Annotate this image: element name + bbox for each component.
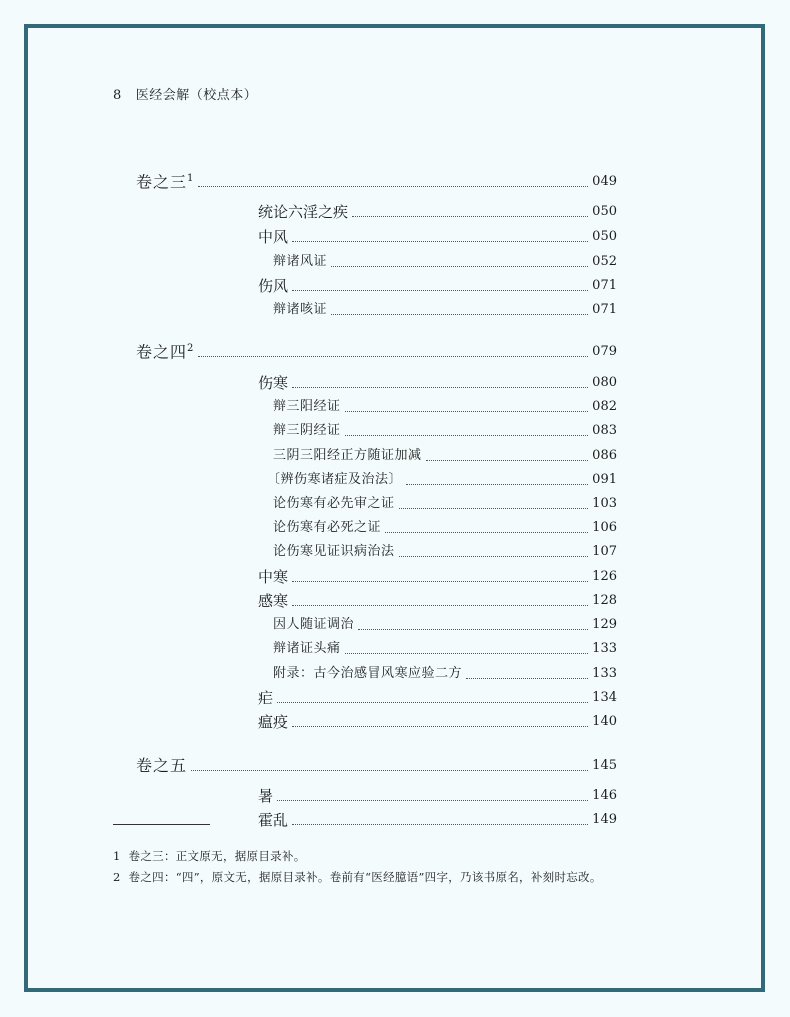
toc-page-number: 107 — [592, 544, 617, 559]
toc-page-number: 103 — [592, 496, 617, 511]
toc-label: 中风 — [258, 228, 289, 246]
leader-dots — [406, 484, 588, 485]
toc-label: 瘟疫 — [258, 713, 289, 731]
toc-page-number: 129 — [592, 617, 617, 632]
toc-label: 卷之四 — [136, 342, 188, 361]
toc-label: 辩三阳经证 — [273, 399, 341, 414]
leader-dots — [277, 702, 588, 703]
running-header — [113, 84, 257, 103]
toc-volume-entry[interactable] — [136, 172, 617, 192]
toc-page-number: 050 — [592, 204, 617, 219]
page-number: 8 — [113, 88, 122, 103]
toc-entry[interactable] — [258, 688, 617, 708]
toc-label: 论伤寒见证识病治法 — [273, 544, 395, 559]
toc-subentry[interactable] — [273, 494, 617, 514]
leader-dots — [466, 678, 588, 679]
leader-dots — [292, 726, 588, 727]
book-title: 医经会解（校点本） — [135, 88, 258, 103]
toc-page-number: 050 — [592, 229, 617, 244]
leader-dots — [331, 314, 588, 315]
toc-page-number: 052 — [592, 254, 617, 269]
leader-dots — [277, 800, 588, 801]
toc-label: 辩三阴经证 — [273, 423, 341, 438]
toc-subentry[interactable] — [273, 542, 617, 562]
leader-dots — [399, 556, 589, 557]
toc-entry[interactable] — [258, 373, 617, 393]
toc-page-number: 145 — [592, 758, 617, 773]
leader-dots — [191, 770, 588, 771]
toc-volume-entry[interactable] — [136, 756, 617, 776]
leader-dots — [331, 266, 588, 267]
leader-dots — [345, 653, 589, 654]
footnote-ref: 2 — [187, 342, 195, 354]
toc-label: 统论六淫之疾 — [258, 203, 349, 221]
toc-page-number: 071 — [592, 302, 617, 317]
leader-dots — [426, 460, 589, 461]
toc-page-number: 106 — [592, 520, 617, 535]
leader-dots — [292, 824, 588, 825]
leader-dots — [352, 216, 588, 217]
toc-label: 感寒 — [258, 592, 289, 610]
toc-subentry[interactable] — [273, 397, 617, 417]
footnote-number: 2 — [113, 870, 121, 884]
toc-page-number: 082 — [592, 399, 617, 414]
toc-label: 〔辨伤寒诸症及治法〕 — [267, 472, 403, 487]
toc-volume-entry[interactable] — [136, 342, 617, 362]
toc-label: 疟 — [258, 689, 274, 707]
footnote — [113, 869, 602, 885]
toc-page-number: 149 — [592, 812, 617, 827]
toc-page-number: 083 — [592, 423, 617, 438]
toc-page-number: 080 — [592, 375, 617, 390]
toc-page-number: 140 — [592, 714, 617, 729]
toc-label: 辩诸咳证 — [273, 302, 328, 317]
footnote-ref: 1 — [187, 172, 195, 184]
leader-dots — [198, 186, 588, 187]
toc-page-number: 091 — [592, 472, 617, 487]
toc-page-number: 146 — [592, 788, 617, 803]
toc-subentry[interactable] — [273, 421, 617, 441]
toc-page-number: 128 — [592, 593, 617, 608]
toc-label: 伤寒 — [258, 374, 289, 392]
toc-subentry[interactable] — [273, 300, 617, 320]
leader-dots — [292, 241, 588, 242]
leader-dots — [292, 605, 588, 606]
toc-subentry[interactable] — [273, 664, 617, 684]
toc-entry[interactable] — [258, 810, 617, 830]
toc-label: 辩诸风证 — [273, 254, 328, 269]
toc-label: 论伤寒有必死之证 — [273, 520, 382, 535]
toc-entry[interactable] — [258, 591, 617, 611]
leader-dots — [292, 581, 588, 582]
toc-label: 霍乱 — [258, 811, 289, 829]
toc-label: 卷之五 — [136, 756, 188, 775]
toc-subentry[interactable] — [273, 252, 617, 272]
toc-subentry[interactable] — [267, 470, 617, 490]
toc-label: 辩诸证头痛 — [273, 641, 341, 656]
leader-dots — [358, 629, 588, 630]
toc-subentry[interactable] — [273, 639, 617, 659]
leader-dots — [345, 435, 589, 436]
leader-dots — [399, 508, 589, 509]
toc-entry[interactable] — [258, 712, 617, 732]
toc-subentry[interactable] — [273, 446, 617, 466]
leader-dots — [345, 411, 589, 412]
toc-entry[interactable] — [258, 276, 617, 296]
toc-label: 暑 — [258, 787, 274, 805]
footnote-text: 卷之四：“四”，原文无，据原目录补。卷前有“医经臆语”四字，乃该书原名，补刻时忘改。 — [128, 870, 602, 884]
leader-dots — [292, 387, 588, 388]
footnote-number: 1 — [113, 849, 121, 863]
toc-page-number: 134 — [592, 690, 617, 705]
toc-subentry[interactable] — [273, 518, 617, 538]
footnote — [113, 848, 306, 864]
toc-page-number: 133 — [592, 666, 617, 681]
toc-page-number: 079 — [592, 344, 617, 359]
footnote-text: 卷之三：正文原无，据原目录补。 — [128, 849, 306, 863]
toc-page-number: 126 — [592, 569, 617, 584]
toc-entry[interactable] — [258, 202, 617, 222]
toc-entry[interactable] — [258, 227, 617, 247]
toc-label: 伤风 — [258, 277, 289, 295]
toc-label: 中寒 — [258, 568, 289, 586]
toc-page-number: 086 — [592, 448, 617, 463]
toc-label: 论伤寒有必先审之证 — [273, 496, 395, 511]
toc-entry[interactable] — [258, 786, 617, 806]
toc-label: 卷之三 — [136, 172, 188, 191]
toc-label: 三阴三阳经正方随证加减 — [273, 448, 422, 463]
leader-dots — [385, 532, 588, 533]
toc-page-number: 049 — [592, 174, 617, 189]
toc-label: 附录：古今治感冒风寒应验二方 — [273, 666, 463, 681]
leader-dots — [198, 356, 588, 357]
toc-label: 因人随证调治 — [273, 617, 355, 632]
leader-dots — [292, 290, 588, 291]
toc-subentry[interactable] — [273, 615, 617, 635]
toc-page-number: 133 — [592, 641, 617, 656]
toc-entry[interactable] — [258, 567, 617, 587]
footnote-separator — [113, 824, 210, 825]
toc-page-number: 071 — [592, 278, 617, 293]
